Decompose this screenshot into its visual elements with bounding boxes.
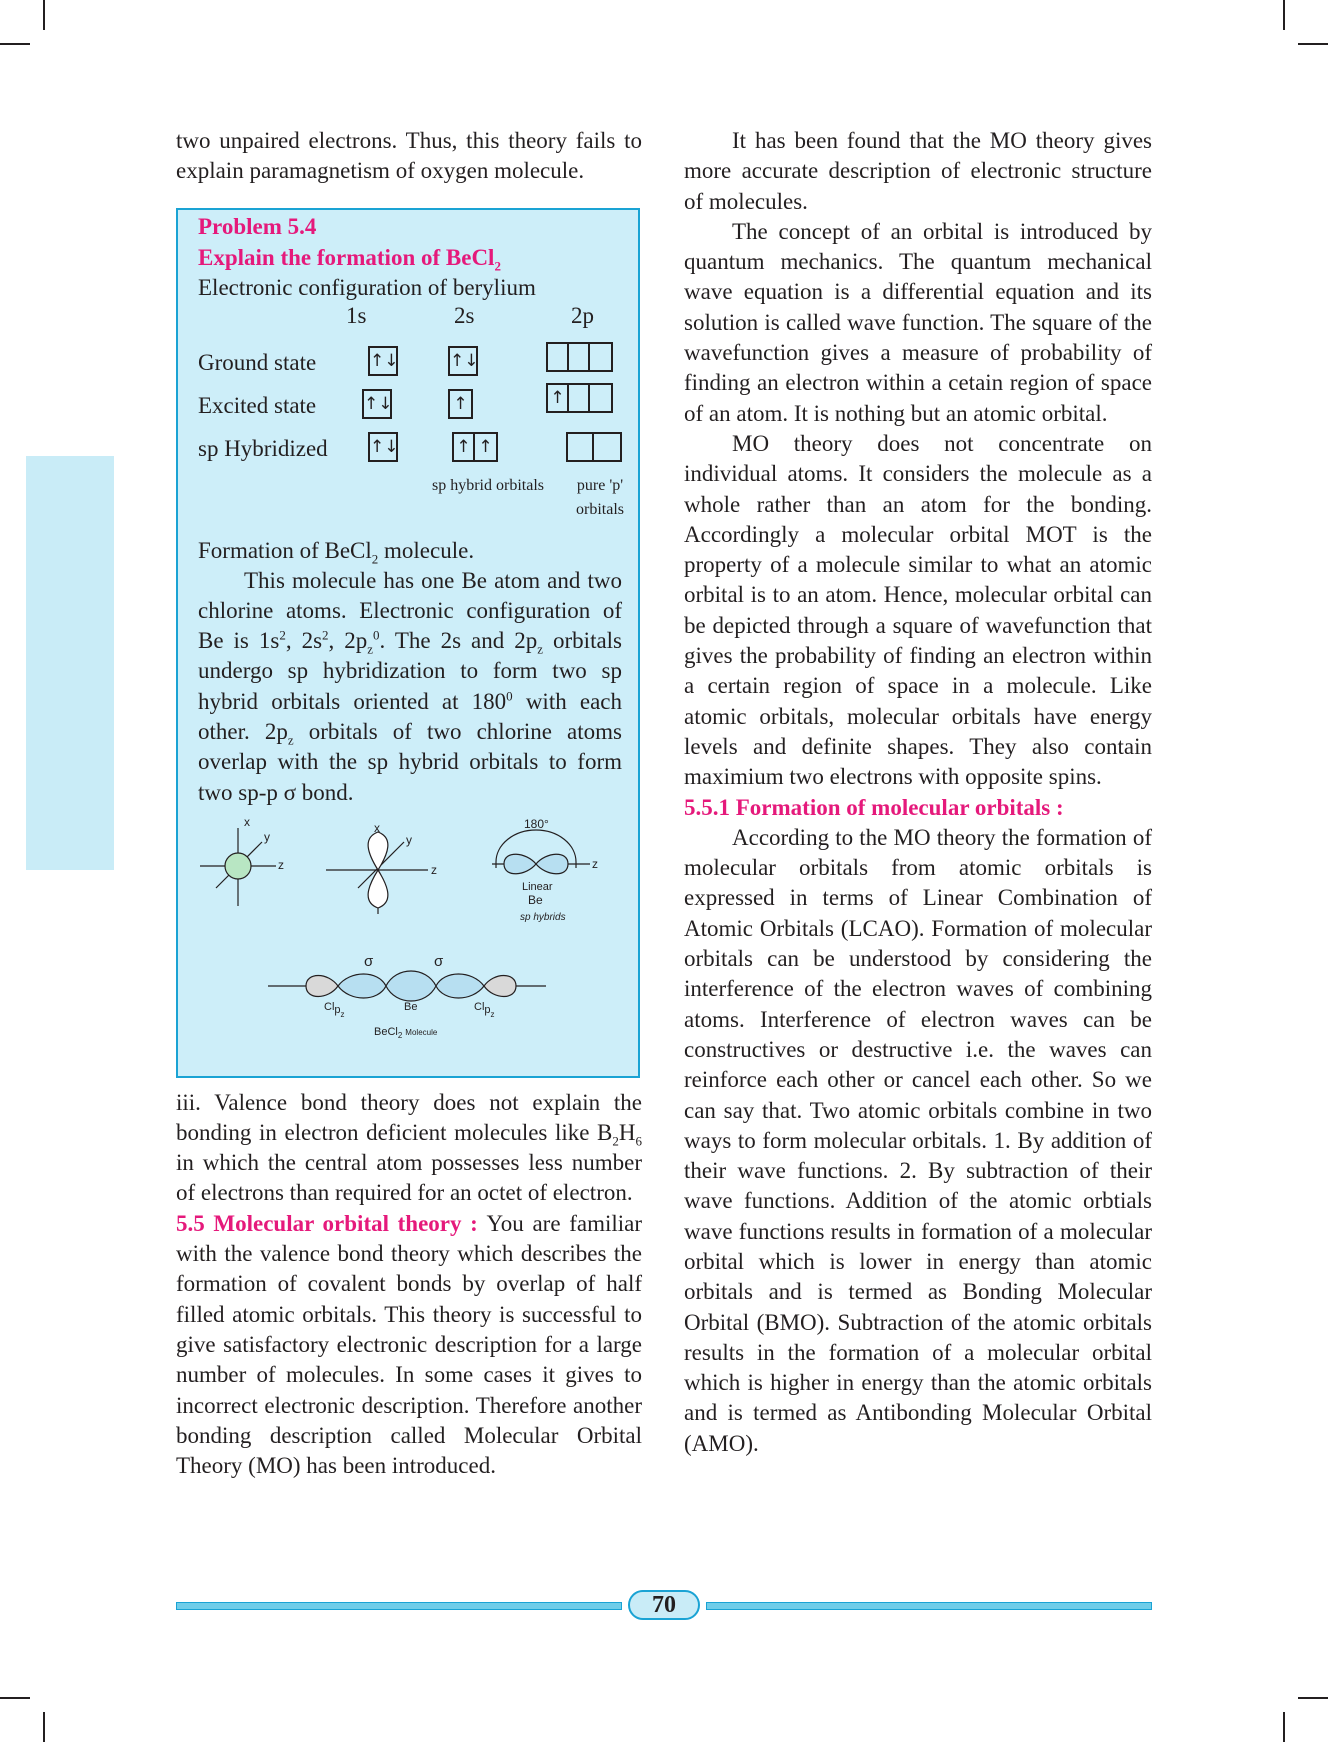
orbital-cell (548, 344, 569, 370)
becl-text: BeCl (374, 1025, 398, 1038)
axis-label-z: z (431, 862, 437, 877)
page-footer (176, 1590, 1152, 1620)
section-heading: 5.5.1 Formation of molecular orbitals : (684, 794, 1064, 820)
sigma-label: σ (434, 952, 444, 970)
sub: z (287, 732, 294, 748)
axis-label-y: y (264, 829, 270, 844)
orbital-box-2p (546, 383, 613, 413)
z-sub: z (340, 1009, 345, 1019)
crop-mark (0, 43, 30, 45)
config-title: Electronic configuration of berylium (198, 274, 536, 300)
orbital-box-2p (546, 342, 613, 372)
problem-title-text: Explain the formation of BeCl (198, 244, 495, 270)
z-sub: z (490, 1009, 495, 1019)
problem-box (176, 208, 640, 1078)
be-label: Be (528, 892, 543, 907)
caption-pure-p: pure 'p' (576, 476, 624, 494)
crop-mark (43, 0, 45, 30)
text-run: iii. Valence bond theory does not explain the bonding in electron deficient molecules like B (176, 1089, 642, 1145)
crop-mark (0, 1697, 30, 1699)
orbital-box-1s (368, 432, 398, 462)
sub: z (367, 641, 374, 657)
orbital-box-1s (362, 389, 392, 419)
paragraph: According to the MO theory the formation of molecular orbitals from atomic orbitals is expressed in terms of Linear Combination of Atomic Orbitals (LCAO). Formation of molecular orbitals can be understood by considering the interference of the electron waves of combining atoms. Interference of electron waves can be constructives or destructive i.e. the waves can reinforce each other or cancel each other. So we can say that. Two atomic orbitals combine in two ways to form molecular orbitals. 1. By addition of their wave functions. 2. By subtraction of their wave functions. Addition of the atomic orbtials wave functions results in formation of a molecular orbital which is lower in energy than atomic orbitals and is termed as Bonding Molecular Orbital (BMO). Subtraction of the atomic orbitals results in the formation of a molecular orbital which is higher in energy than the atomic orbitals and is termed as Antibonding Molecular Orbital (AMO). (684, 824, 1152, 1456)
orbital-cell (590, 385, 611, 411)
sub: 2 (612, 1133, 619, 1149)
formation-paragraph (198, 566, 622, 808)
sup: 0 (373, 627, 380, 643)
axis-label-y: y (406, 832, 412, 847)
axis-label-x: x (244, 814, 250, 829)
formation-sub: 2 (371, 551, 379, 567)
mot-paragraph (176, 1209, 642, 1482)
sp-hybrid-figure (492, 830, 590, 874)
orbital-cell (590, 344, 611, 370)
orbital-cell: ↑ (454, 434, 475, 460)
mot-heading: 5.5 Molecular orbital theory : (176, 1210, 487, 1236)
sub: 6 (635, 1133, 642, 1149)
problem-title (198, 243, 622, 273)
orbital-cell (594, 434, 620, 460)
becl2-molecule-label (374, 1026, 438, 1040)
two-sub: 2 (397, 1030, 403, 1040)
p-text: p (484, 1003, 491, 1016)
p-orbital-figure (326, 832, 428, 914)
axis-label-x: x (374, 820, 380, 835)
cl-label (474, 1001, 495, 1019)
sup: 2 (279, 627, 286, 643)
p-text: p (334, 1003, 341, 1016)
formation-text: Formation of BeCl (198, 537, 372, 563)
sigma-label: σ (364, 952, 374, 970)
orbital-box-pure-p (566, 432, 622, 462)
axis-label-z: z (278, 857, 284, 872)
text-run: in which the central atom possesses less number of electrons than required for an octet of electron. (176, 1150, 642, 1206)
crop-mark (1283, 1712, 1285, 1742)
text-run: orbitals undergo sp hybridization to form two sp hybrid orbitals oriented at 180 (198, 628, 623, 714)
orbital-cell: ↑↓ (364, 393, 393, 414)
right-column (684, 126, 1152, 1459)
sub: z (537, 641, 544, 657)
crop-mark (1298, 43, 1328, 45)
linear-label: Linear (522, 880, 553, 893)
orbital-cell: ↑↓ (450, 350, 479, 371)
crop-mark (1298, 1697, 1328, 1699)
orbital-cell: ↑ (453, 393, 468, 414)
sup: 2 (322, 627, 329, 643)
text-run: with each other. 2p (198, 688, 622, 745)
orbital-cell (568, 434, 594, 460)
cl-text: Cl (474, 1000, 485, 1013)
footer-rule-left (176, 1602, 622, 1610)
text-run: , 2p (328, 628, 368, 654)
orbital-cell (569, 344, 590, 370)
footer-rule-right (706, 1602, 1152, 1610)
sup: 0 (506, 688, 513, 704)
row-label-sp: sp Hybridized (198, 435, 328, 461)
text-run: orbitals of two chlorine atoms overlap with the sp hybrid orbitals to form two sp-p σ bond. (198, 719, 622, 805)
header-2s: 2s (454, 302, 475, 328)
text-run: , 2s (285, 628, 323, 654)
row-label-excited: Excited state (198, 392, 317, 418)
caption-sp-hybrid: sp hybrid orbitals (432, 476, 544, 494)
orbital-box-1s (368, 346, 398, 376)
header-1s: 1s (346, 302, 367, 328)
angle-label: 180° (524, 816, 549, 831)
orbital-box-2s (448, 389, 473, 419)
be-label: Be (404, 1000, 418, 1013)
crop-mark (43, 1712, 45, 1742)
orbital-cell: ↑↓ (370, 350, 399, 371)
crop-mark (1283, 0, 1285, 30)
becl2-molecule-figure (268, 971, 546, 1001)
paragraph: MO theory does not concentrate on individual atoms. It considers the molecule as a whole rather than an atom for the bonding. Accordingly a molecular orbital MOT is the property of a molecule similar to what an atomic orbital is to an atom. Hence, molecular orbital can be depicted through a square of wavefunction that gives the probability of finding an electron within a certain region of space in a molecule. Like atomic orbitals, molecular orbitals have energy levels and definite shapes. They also contain maximium two electrons with opposite spins. (684, 430, 1152, 790)
left-column (176, 126, 642, 1481)
formation-text-end: molecule. (378, 537, 475, 563)
problem-number: Problem 5.4 (198, 213, 317, 239)
row-label-ground: Ground state (198, 349, 317, 375)
text-run: . The 2s and 2p (379, 628, 538, 654)
orbital-box-sp (452, 432, 498, 462)
text-run: H (618, 1119, 636, 1145)
side-tab (26, 456, 114, 870)
orbital-cell (569, 385, 590, 411)
molecule-text: Molecule (405, 1027, 438, 1037)
intro-paragraph: two unpaired electrons. Thus, this theory fails to explain paramagnetism of oxygen molecule. (176, 128, 642, 184)
orbital-cell: ↑↓ (370, 436, 399, 457)
axis-label-z: z (592, 856, 598, 871)
header-2p: 2p (571, 302, 594, 328)
orbital-cell: ↑ (548, 385, 569, 411)
problem-title-sub: 2 (494, 258, 501, 274)
cl-label (324, 1001, 345, 1019)
iii-paragraph (176, 1088, 642, 1209)
page-number: 70 (628, 1590, 700, 1620)
formation-heading (198, 536, 622, 566)
paragraph: It has been found that the MO theory gives more accurate description of electronic structure of molecules. (684, 128, 1152, 214)
text-run: This molecule has one Be atom and two chlorine atoms. Electronic configuration of Be is 1s (198, 567, 622, 654)
becl2-orbital-diagram (178, 814, 638, 1054)
cl-text: Cl (324, 1000, 335, 1013)
mot-text: You are familiar with the valence bond theory which describes the formation of covalent bonds by overlap of half filled atomic orbitals. This theory is successful to give satisfactory electronic description for a large number of molecules. In some cases it gives to incorrect electronic description. Therefore another bonding description called Molecular Orbital Theory (MO) has been introduced. (176, 1210, 642, 1479)
orbital-box-2s (448, 346, 478, 376)
caption-orbitals: orbitals (576, 500, 624, 518)
orbital-cell: ↑ (478, 436, 493, 457)
paragraph: The concept of an orbital is introduced by quantum mechanics. The quantum mechanical wave equation is a differential equation and its solution is called wave function. The square of the wavefunction gives a measure of probability of finding an electron within a cetain region of space of an atom. It is nothing but an atomic orbital. (684, 218, 1152, 426)
sp-hybrids-label: sp hybrids (520, 911, 566, 923)
